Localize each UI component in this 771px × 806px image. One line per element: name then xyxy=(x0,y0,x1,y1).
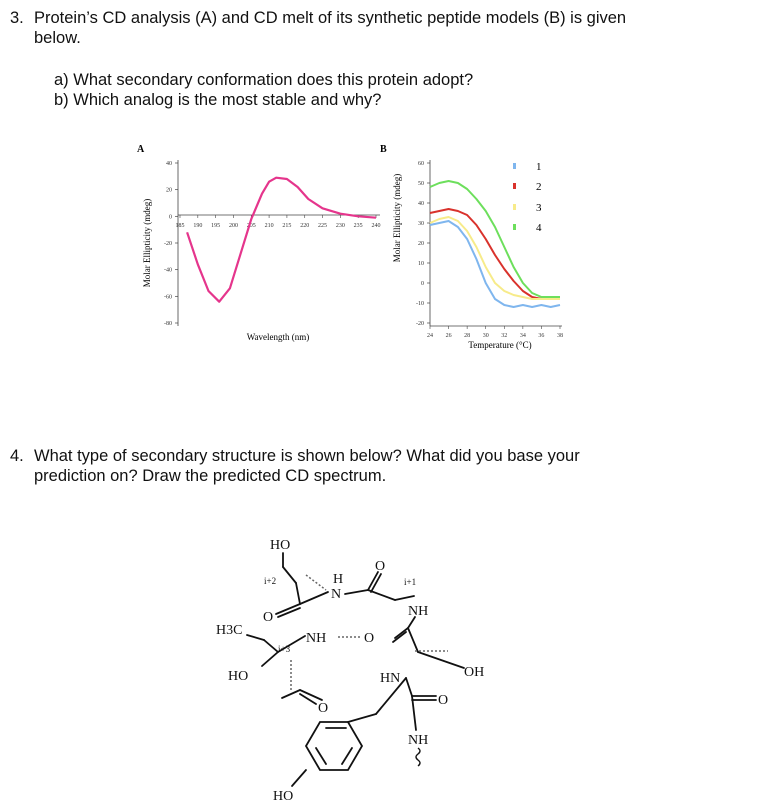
panel-a-x-tick-label: 235 xyxy=(353,223,363,229)
chem-hn: HN xyxy=(380,671,401,686)
chem-oh: OH xyxy=(464,665,485,680)
panel-b-y-tick-label: 20 xyxy=(418,241,424,247)
chem-i1-label: i+1 xyxy=(404,577,417,587)
chem-o-lower: O xyxy=(318,701,329,716)
panel-b-y-tick-label: 30 xyxy=(418,221,424,227)
panel-a-x-tick-label: 215 xyxy=(282,223,292,229)
panel-b-label: B xyxy=(380,144,387,155)
panel-b-x-label: Temperature (°C) xyxy=(468,340,532,350)
question-3b: b) Which analog is the most stable and why? xyxy=(54,91,382,109)
panel-b-x-tick-label: 34 xyxy=(519,333,526,339)
panel-b-y-tick-label: 40 xyxy=(418,201,424,207)
question-3a: a) What secondary conformation does this protein adopt? xyxy=(54,71,474,89)
chem-h-label: H xyxy=(333,572,344,587)
panel-a-y-tick-label: 40 xyxy=(166,161,172,167)
chem-o-right: O xyxy=(438,693,449,708)
panel-b-legend-label: 3 xyxy=(536,202,542,214)
question-3-line-2: below. xyxy=(34,29,81,47)
panel-b-x-tick-label: 38 xyxy=(557,333,563,339)
panel-b-x-tick-label: 30 xyxy=(482,333,489,339)
panel-a-x-tick-label: 230 xyxy=(335,223,345,229)
panel-a-y-tick-label: -80 xyxy=(164,321,172,327)
chem-ho-bottom: HO xyxy=(273,789,294,804)
panel-b-x-tick-label: 28 xyxy=(464,333,471,339)
panel-a-y-tick-label: 0 xyxy=(169,214,172,221)
chem-h3c: H3C xyxy=(216,623,243,638)
panel-b-x-tick-label: 32 xyxy=(501,333,508,339)
question-3-line-1: Protein’s CD analysis (A) and CD melt of its synthetic peptide models (B) is given xyxy=(34,9,627,27)
chem-o-top: O xyxy=(375,559,386,574)
panel-a-x-tick-label: 195 xyxy=(211,223,221,229)
panel-a-x-tick-label: 210 xyxy=(264,223,274,229)
panel-b-y-label: Molar Ellipticity (mdeg) xyxy=(392,173,402,263)
panel-a-y-tick-label: -40 xyxy=(164,267,172,274)
panel-b-y-tick-label: -20 xyxy=(416,321,424,327)
panel-b-y-tick-label: -10 xyxy=(416,301,424,307)
question-3-number: 3. xyxy=(10,9,24,27)
panel-a-label: A xyxy=(137,144,145,155)
panel-a-x-label: Wavelength (nm) xyxy=(246,332,310,342)
chem-nh-mid: NH xyxy=(306,631,327,646)
panel-b-y-tick-label: 10 xyxy=(418,261,424,267)
chem-ho-top: HO xyxy=(270,538,291,553)
panel-a-x-tick-label: 200 xyxy=(228,223,238,229)
question-4-number: 4. xyxy=(10,447,24,465)
panel-b-y-tick-label: 50 xyxy=(418,181,424,187)
chem-nh-bottom: NH xyxy=(408,733,429,748)
panel-a-x-tick-label: 225 xyxy=(318,223,328,229)
panel-b-legend-label: 4 xyxy=(536,222,542,234)
panel-a-x-tick-label: 205 xyxy=(246,223,256,229)
chem-o-left: O xyxy=(263,610,274,625)
panel-a-y-label: Molar Ellipticity (mdeg) xyxy=(142,198,152,288)
question-4-line-2: prediction on? Draw the predicted CD spectrum. xyxy=(34,467,387,485)
question-4-line-1: What type of secondary structure is shown below? What did you base your xyxy=(34,447,580,465)
chem-i2-label: i+2 xyxy=(264,576,277,586)
panel-b-y-tick-label: 60 xyxy=(418,161,424,167)
chem-ho-left: HO xyxy=(228,669,249,684)
panel-a-x-tick-label: 190 xyxy=(193,223,203,229)
panel-a-x-tick-label: 185 xyxy=(175,223,185,229)
panel-a-x-tick-label: 220 xyxy=(300,223,310,229)
chem-nh-right: NH xyxy=(408,604,429,619)
panel-a-y-tick-label: -60 xyxy=(164,294,172,301)
panel-b-y-tick-label: 0 xyxy=(421,281,424,287)
chem-o-mid: O xyxy=(364,631,375,646)
panel-b-legend-label: 2 xyxy=(536,181,542,193)
panel-a-y-tick-label: -20 xyxy=(164,241,172,247)
panel-a-y-tick-label: 20 xyxy=(166,187,172,194)
panel-b-legend-label: 1 xyxy=(536,161,542,173)
panel-b-x-tick-label: 36 xyxy=(538,333,545,339)
panel-b-x-tick-label: 24 xyxy=(427,333,433,339)
chem-i3-label: i+3 xyxy=(278,644,291,654)
panel-a-x-tick-label: 240 xyxy=(371,223,381,229)
chem-n-label: N xyxy=(331,587,342,602)
panel-b-x-tick-label: 26 xyxy=(445,333,452,339)
